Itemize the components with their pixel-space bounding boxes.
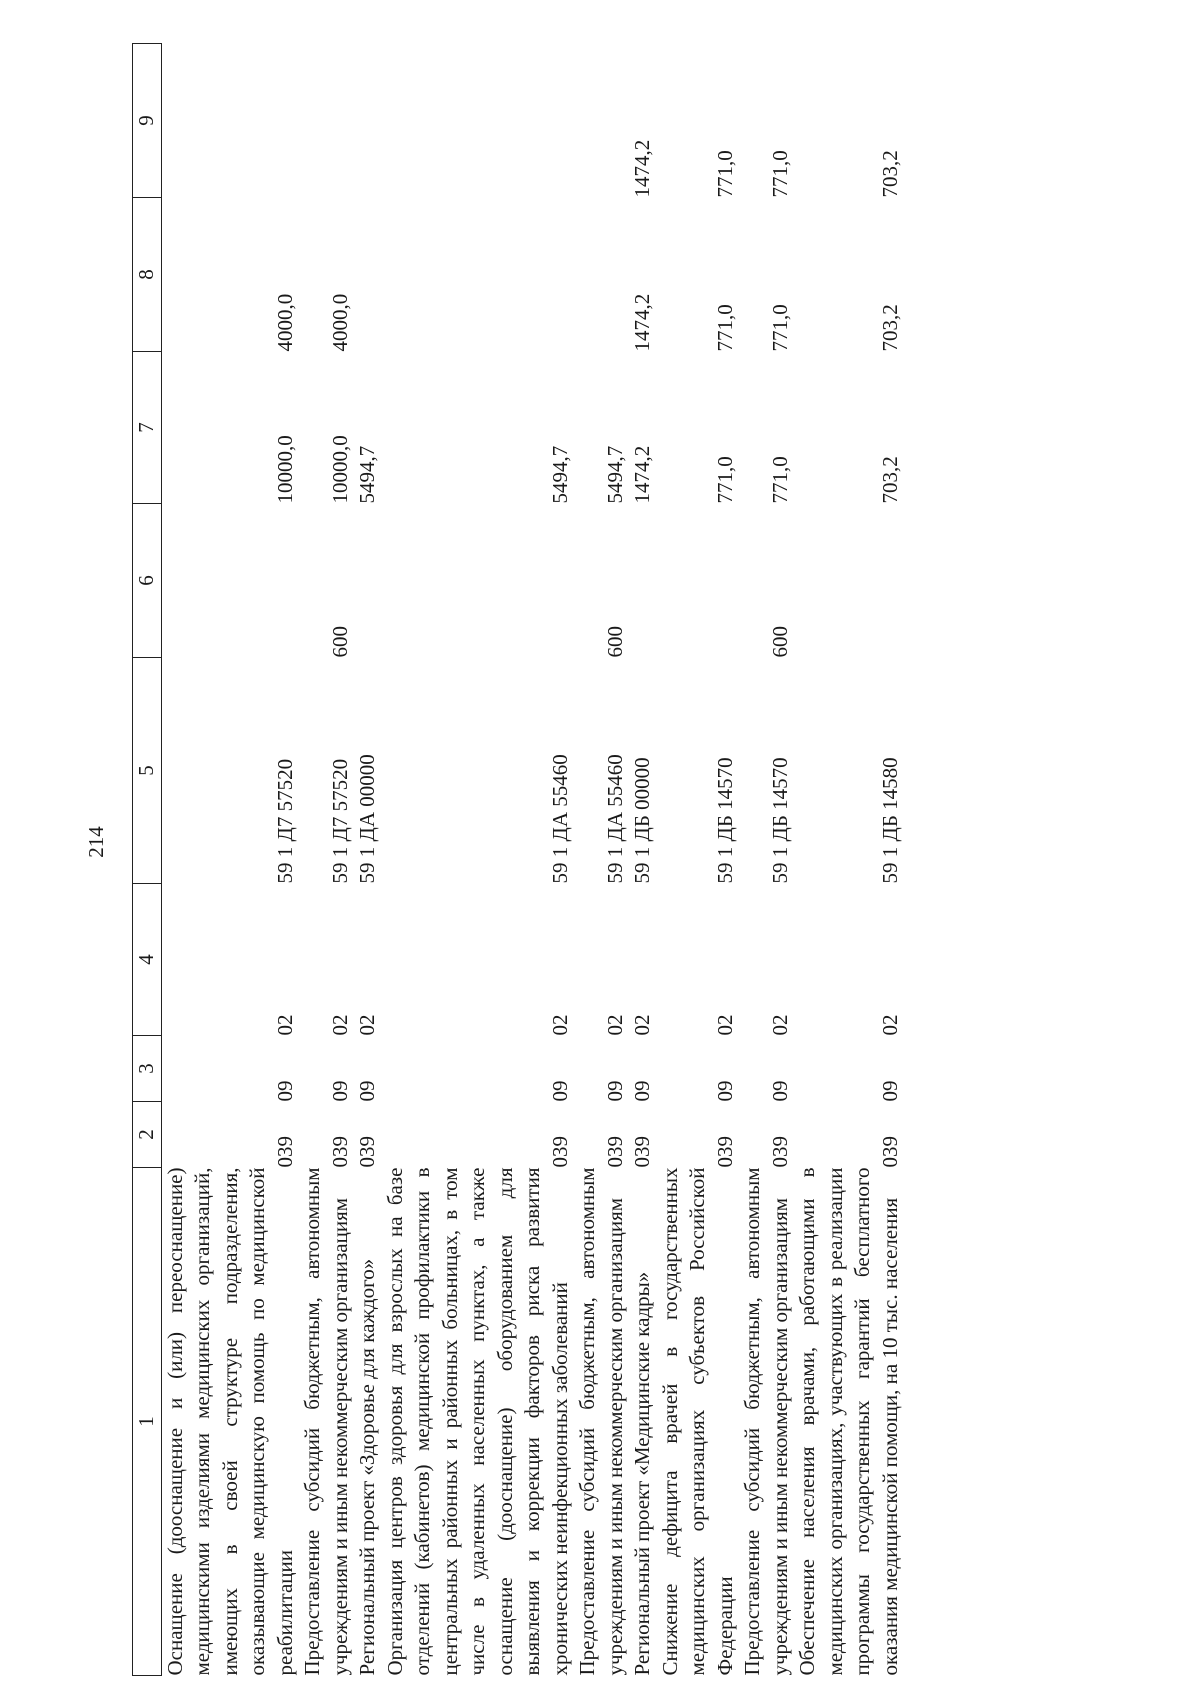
cell-admin-code: 039 — [547, 1136, 572, 1168]
cell-amount-7: 703,2 — [877, 456, 902, 504]
cell-section: 09 — [712, 1080, 737, 1102]
table-row — [161, 44, 299, 1676]
table-row — [299, 44, 354, 1676]
row-name: Оснащение (дооснащение и (или) переоснащение) медицинскими изделиями медицинских организаций, имеющих в своей структуре подразделения, оказывающие медицинскую помощь по медицинской реабилитации — [162, 1167, 297, 1676]
cell-amount-9 — [354, 44, 382, 198]
cell-amount-7: 771,0 — [712, 456, 737, 504]
cell-amount-9: 1474,2 — [630, 139, 654, 198]
row-name: Предоставление субсидий бюджетным, автономным учреждениям и иным некоммерческим организациям — [740, 1167, 792, 1676]
row-name: Снижение дефицита врачей в государственных медицинских организациях субъектов Российской Федерации — [657, 1167, 737, 1676]
cell-amount-7: 5494,7 — [547, 445, 572, 504]
cell-target-article: 59 1 ДБ 00000 — [630, 757, 654, 884]
table-row — [354, 44, 382, 1676]
cell-subsection: 02 — [877, 1014, 902, 1036]
column-header: 4 — [133, 884, 162, 1036]
column-header: 8 — [133, 198, 162, 352]
row-name: Обеспечение населения врачами, работающими в медицинских организациях, участвующих в реализации программы государственных гарантий бесплатного оказания медицинской помощи, на 10 тыс. населения — [795, 1167, 902, 1676]
cell-admin-code: 039 — [767, 1136, 792, 1168]
cell-section: 09 — [877, 1080, 902, 1102]
cell-section: 09 — [272, 1080, 297, 1102]
cell-admin-code: 039 — [355, 1136, 379, 1168]
column-header: 2 — [133, 1102, 162, 1168]
cell-admin-code: 039 — [602, 1136, 627, 1168]
cell-subsection: 02 — [712, 1014, 737, 1036]
cell-section: 09 — [602, 1080, 627, 1102]
cell-subsection: 02 — [547, 1014, 572, 1036]
column-header: 6 — [133, 504, 162, 658]
column-header: 1 — [133, 1168, 162, 1676]
cell-amount-8 — [354, 198, 382, 352]
table-row — [794, 44, 904, 1676]
cell-amount-8: 703,2 — [877, 304, 902, 352]
cell-amount-8 — [574, 198, 629, 352]
cell-subsection: 02 — [355, 1014, 379, 1036]
row-name: Организация центров здоровья для взрослых на базе отделений (кабинетов) медицинской профилактики в центральных районных и районных больницах, в том числе в удаленных населенных пунктах, а также оснащение (дооснащение) оборудованием для выявления и коррекции факторов риска развития хронических неинфекционных заболеваний — [382, 1167, 572, 1676]
cell-amount-8: 1474,2 — [630, 293, 654, 352]
cell-target-article: 59 1 Д7 57520 — [327, 758, 352, 884]
cell-subsection: 02 — [767, 1014, 792, 1036]
row-name: Региональный проект «Медицинские кадры» — [630, 1271, 654, 1676]
row-name: Региональный проект «Здоровье для каждого» — [355, 1258, 379, 1676]
cell-amount-9 — [382, 44, 575, 198]
cell-amount-8: 4000,0 — [327, 293, 352, 352]
cell-expense-type — [629, 504, 657, 658]
table-row — [629, 44, 657, 1676]
row-name: Предоставление субсидий бюджетным, автономным учреждениям и иным некоммерческим организациям — [300, 1167, 352, 1676]
cell-expense-type — [794, 504, 904, 658]
cell-section: 09 — [355, 1080, 379, 1102]
column-header: 5 — [133, 658, 162, 884]
cell-subsection: 02 — [327, 1014, 352, 1036]
cell-amount-7: 5494,7 — [355, 445, 379, 504]
cell-amount-8 — [382, 198, 575, 352]
table-row — [657, 44, 740, 1676]
cell-admin-code: 039 — [877, 1136, 902, 1168]
cell-target-article: 59 1 ДА 55460 — [547, 754, 572, 884]
cell-amount-7: 10000,0 — [327, 435, 352, 504]
cell-target-article: 59 1 ДА 00000 — [355, 754, 379, 884]
column-header: 9 — [133, 44, 162, 198]
cell-amount-8: 771,0 — [767, 304, 792, 352]
cell-subsection: 02 — [630, 1014, 654, 1036]
column-header: 3 — [133, 1036, 162, 1102]
cell-amount-7: 5494,7 — [602, 445, 627, 504]
cell-section: 09 — [547, 1080, 572, 1102]
cell-expense-type — [657, 504, 740, 658]
cell-amount-8: 4000,0 — [272, 293, 297, 352]
cell-expense-type: 600 — [327, 626, 352, 658]
table-row — [382, 44, 575, 1676]
cell-admin-code: 039 — [630, 1136, 654, 1168]
budget-table — [132, 43, 904, 1676]
cell-expense-type — [161, 504, 299, 658]
page-number: 214 — [84, 826, 108, 858]
cell-target-article: 59 1 ДБ 14570 — [712, 757, 737, 884]
cell-amount-9 — [161, 44, 299, 198]
cell-target-article: 59 1 ДБ 14580 — [877, 757, 902, 884]
column-header: 7 — [133, 352, 162, 504]
cell-amount-9: 703,2 — [877, 150, 902, 198]
cell-amount-7: 771,0 — [767, 456, 792, 504]
cell-section: 09 — [630, 1080, 654, 1102]
cell-amount-9: 771,0 — [767, 150, 792, 198]
cell-target-article: 59 1 ДА 55460 — [602, 754, 627, 884]
cell-target-article: 59 1 Д7 57520 — [272, 758, 297, 884]
cell-amount-7: 1474,2 — [630, 445, 654, 504]
cell-expense-type — [382, 504, 575, 658]
cell-subsection: 02 — [602, 1014, 627, 1036]
cell-admin-code: 039 — [272, 1136, 297, 1168]
cell-expense-type — [354, 504, 382, 658]
cell-amount-9: 771,0 — [712, 150, 737, 198]
cell-section: 09 — [767, 1080, 792, 1102]
cell-admin-code: 039 — [712, 1136, 737, 1168]
table-row — [574, 44, 629, 1676]
cell-expense-type: 600 — [767, 626, 792, 658]
cell-amount-8: 771,0 — [712, 304, 737, 352]
cell-amount-9 — [574, 44, 629, 198]
cell-section: 09 — [327, 1080, 352, 1102]
cell-amount-9 — [299, 44, 354, 198]
cell-expense-type: 600 — [602, 626, 627, 658]
header-row — [133, 44, 162, 1676]
cell-admin-code: 039 — [327, 1136, 352, 1168]
cell-amount-7: 10000,0 — [272, 435, 297, 504]
cell-target-article: 59 1 ДБ 14570 — [767, 757, 792, 884]
table-row — [739, 44, 794, 1676]
cell-subsection: 02 — [272, 1014, 297, 1036]
row-name: Предоставление субсидий бюджетным, автономным учреждениям и иным некоммерческим организациям — [575, 1167, 627, 1676]
